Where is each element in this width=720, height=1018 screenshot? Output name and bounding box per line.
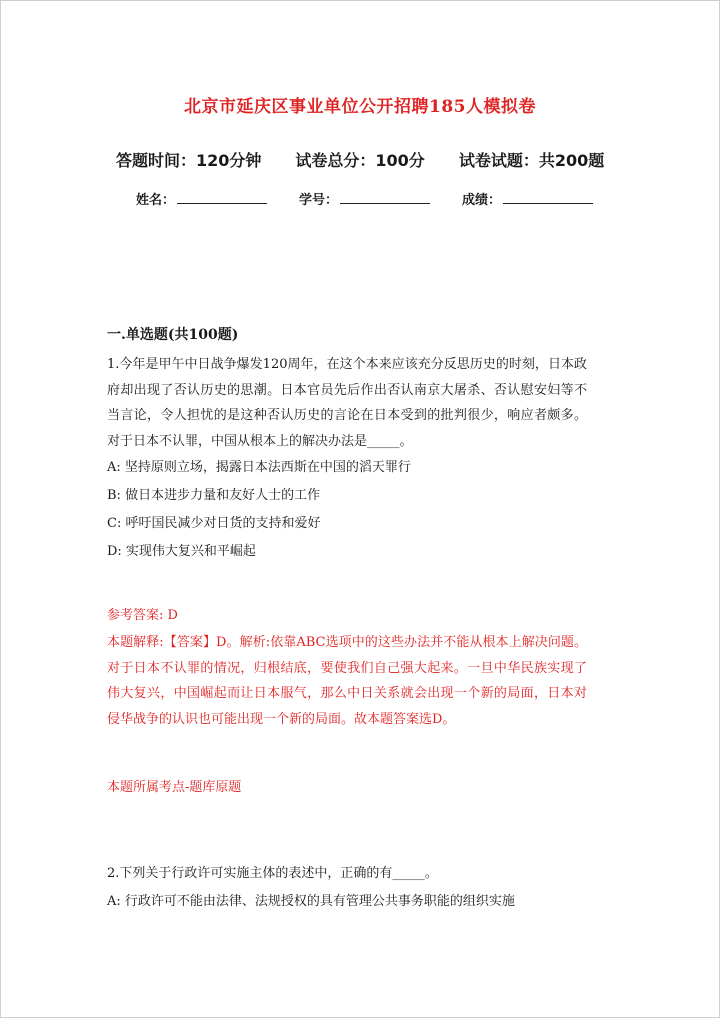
name-field [136,189,267,208]
question-1-explanation: 本题解释:【答案】D。解析:依靠ABC选项中的这些办法并不能从根本上解决问题。对于日本不认罪的情况，归根结底，要使我们自己强大起来。一旦中华民族实现了伟大复兴，中国崛起而让日本服气，那么中日关系就会出现一个新的局面，日本对侵华战争的认识也可能出现一个新的局面。故本题答案选D。 [107,635,587,727]
score-field [462,189,593,208]
student-id-field [299,189,430,208]
name-blank [177,191,267,204]
question-1-option-d: D: 实现伟大复兴和平崛起 [107,544,256,559]
question-1-text: 1.今年是甲午中日战争爆发120周年，在这个本来应该充分反思历史的时刻，日本政府却出现了否认历史的思潮。日本官员先后作出否认南京大屠杀、否认慰安妇等不当言论，令人担忧的是这种否认历史的言论在日本受到的批判很少，响应者颇多。对于日本不认罪，中国从根本上的解决办法是_____。 [107,357,587,449]
exam-meta-row [116,148,616,171]
student-fields-row [136,189,616,208]
question-1-option-c: C: 呼吁国民减少对日货的支持和爱好 [107,516,321,531]
question-2-option-a: A: 行政许可不能由法律、法规授权的具有管理公共事务职能的组织实施 [107,894,515,909]
question-1 [107,352,587,566]
student-id-blank [340,191,430,204]
question-2 [107,860,587,916]
exam-total-score: 试卷总分：100分 [295,151,425,170]
question-1-source: 本题所属考点-题库原题 [107,780,242,795]
exam-title: 北京市延庆区事业单位公开招聘185人模拟卷 [184,97,536,117]
section-title: 一.单选题(共100题) [107,327,239,343]
question-2-text: 2.下列关于行政许可实施主体的表述中，正确的有_____。 [107,866,438,881]
name-label: 姓名： [136,193,176,208]
exam-question-count: 试卷试题：共200题 [458,151,605,170]
question-1-option-a: A: 坚持原则立场，揭露日本法西斯在中国的滔天罪行 [107,460,411,475]
score-label: 成绩： [462,193,502,208]
question-1-answer: 参考答案: D [107,608,178,623]
question-1-option-b: B: 做日本进步力量和友好人士的工作 [107,488,321,503]
score-blank [503,191,593,204]
exam-time: 答题时间：120分钟 [116,151,262,170]
student-id-label: 学号： [299,193,339,208]
